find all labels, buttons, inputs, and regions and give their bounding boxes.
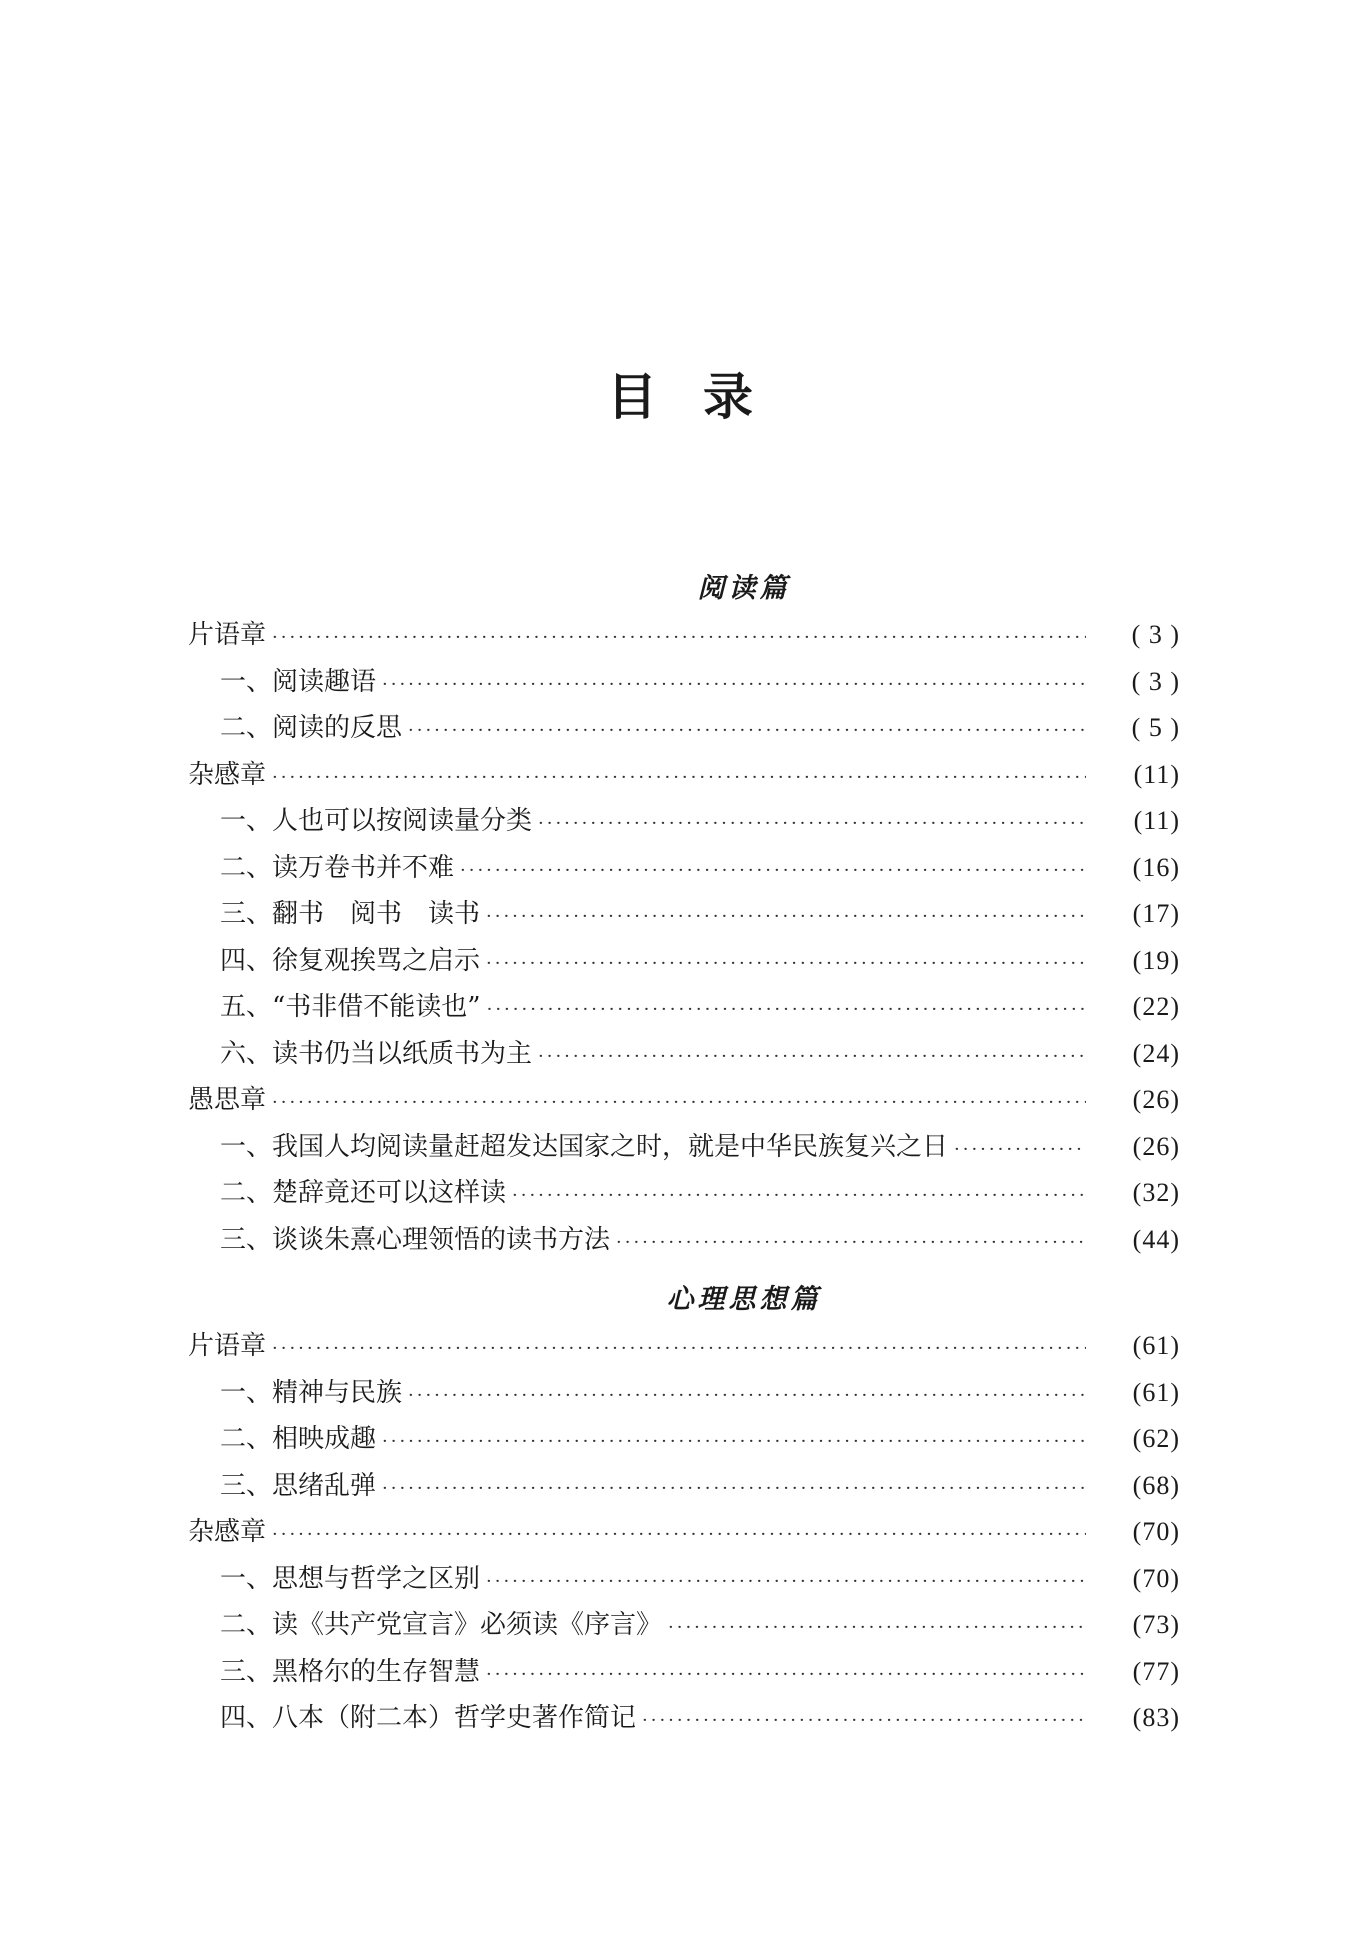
toc-item-row[interactable]	[188, 1556, 1180, 1603]
dot-leader	[460, 848, 1086, 895]
dot-leader	[642, 1698, 1086, 1745]
toc-entry-label: 杂感章	[188, 759, 267, 790]
toc-entry-label: 四、徐复观挨骂之启示	[220, 945, 481, 976]
page-title-char-2: 录	[703, 366, 755, 426]
dot-leader	[272, 1512, 1086, 1559]
toc-entry-label: 二、阅读的反思	[220, 713, 403, 743]
dot-leader	[382, 662, 1086, 709]
toc-entry-label: 四、八本（附二本）哲学史著作简记	[220, 1703, 637, 1733]
dot-leader	[486, 941, 1086, 988]
toc-item-row[interactable]	[188, 659, 1180, 706]
toc-entry-label: 六、读书仍当以纸质书为主	[220, 1038, 533, 1069]
toc-entry-label: 片语章	[188, 620, 267, 650]
dot-leader	[272, 1326, 1086, 1373]
dot-leader	[538, 801, 1086, 848]
toc-chapter-row[interactable]	[188, 612, 1180, 659]
toc-page-number: (70)	[1132, 1563, 1180, 1593]
toc-chapter-row[interactable]	[188, 1509, 1180, 1556]
dot-leader	[382, 1466, 1086, 1513]
toc-chapter-row[interactable]	[188, 752, 1180, 799]
toc-page-number: (44)	[1132, 1224, 1180, 1254]
dot-leader	[487, 987, 1086, 1034]
toc-entry-label: 杂感章	[188, 1517, 267, 1547]
toc-entry-label: 片语章	[188, 1331, 267, 1361]
toc-entry-label: 二、楚辞竟还可以这样读	[220, 1178, 507, 1208]
section-heading: 心理思想篇	[666, 1284, 822, 1315]
toc-page-number: (61)	[1132, 1377, 1180, 1407]
toc-entry-label: 二、相映成趣	[220, 1424, 377, 1454]
toc-page-number: (62)	[1132, 1424, 1180, 1453]
toc-entry-label: 一、人也可以按阅读量分类	[220, 806, 533, 836]
toc-page-number: ( 3 )	[1131, 666, 1180, 696]
toc-page-number: ( 3 )	[1131, 620, 1180, 649]
toc-page-number: (68)	[1132, 1470, 1180, 1500]
toc-item-row[interactable]	[188, 1217, 1180, 1264]
toc-entry-label: 愚思章	[188, 1085, 267, 1115]
toc-page-number: (26)	[1132, 1085, 1180, 1114]
dot-leader	[272, 755, 1086, 802]
toc-entry-label: 三、思绪乱弹	[220, 1470, 377, 1501]
toc-page-number: (11)	[1133, 759, 1180, 789]
toc-item-row[interactable]	[188, 1031, 1180, 1078]
page-title-char-1: 目	[607, 366, 659, 426]
dot-leader	[512, 1173, 1086, 1220]
toc-page-number: ( 5 )	[1131, 713, 1180, 742]
toc-entry-label: 一、思想与哲学之区别	[220, 1563, 481, 1594]
dot-leader	[668, 1605, 1086, 1652]
toc-page-number: (83)	[1132, 1703, 1180, 1732]
toc-entry-label: 三、黑格尔的生存智慧	[220, 1656, 481, 1687]
toc-page-number: (19)	[1132, 945, 1180, 975]
toc-section-reading	[188, 566, 1180, 1263]
toc-entry-label: 一、精神与民族	[220, 1377, 403, 1408]
dot-leader	[954, 1127, 1086, 1174]
toc-entry-label: 二、读《共产党宣言》必须读《序言》	[220, 1610, 663, 1640]
toc-entry-label: 五、“书非借不能读也”	[220, 992, 481, 1022]
toc-page-number: (70)	[1132, 1517, 1180, 1546]
toc-chapter-row[interactable]	[188, 1323, 1180, 1370]
toc-page-number: (73)	[1132, 1610, 1180, 1639]
toc-item-row[interactable]	[188, 984, 1180, 1031]
toc-item-row[interactable]	[188, 1463, 1180, 1510]
dot-leader	[382, 1419, 1086, 1466]
dot-leader	[408, 708, 1086, 755]
dot-leader	[408, 1373, 1086, 1420]
dot-leader	[486, 1652, 1086, 1699]
toc-item-row[interactable]	[188, 1649, 1180, 1696]
toc-page-number: (32)	[1132, 1178, 1180, 1207]
dot-leader	[616, 1220, 1086, 1267]
toc-item-row[interactable]	[188, 938, 1180, 985]
toc-item-row[interactable]	[188, 1124, 1180, 1171]
toc-entry-label: 一、我国人均阅读量赶超发达国家之时，就是中华民族复兴之日	[220, 1131, 949, 1162]
toc-chapter-row[interactable]	[188, 1077, 1180, 1124]
page-title	[0, 366, 1362, 426]
toc-section-psychology	[188, 1277, 1180, 1742]
toc-item-row[interactable]	[188, 1370, 1180, 1417]
toc-page-number: (22)	[1132, 992, 1180, 1021]
dot-leader	[486, 894, 1086, 941]
dot-leader	[272, 615, 1086, 662]
toc-page-number: (16)	[1132, 852, 1180, 882]
toc-page-number: (77)	[1132, 1656, 1180, 1686]
toc-page-number: (24)	[1132, 1038, 1180, 1068]
toc-entry-label: 一、阅读趣语	[220, 666, 377, 697]
toc-page-number: (26)	[1132, 1131, 1180, 1161]
toc-item-row[interactable]	[188, 1695, 1180, 1742]
toc-item-row[interactable]	[188, 705, 1180, 752]
toc-page-number: (17)	[1132, 899, 1180, 928]
toc-entry-label: 三、翻书 阅书 读书	[220, 899, 481, 929]
toc-item-row[interactable]	[188, 845, 1180, 892]
section-heading: 阅读篇	[697, 573, 791, 604]
toc-item-row[interactable]	[188, 891, 1180, 938]
dot-leader	[486, 1559, 1086, 1606]
dot-leader	[272, 1080, 1086, 1127]
toc-page-number: (11)	[1133, 806, 1180, 835]
toc-entry-label: 二、读万卷书并不难	[220, 852, 455, 883]
toc-item-row[interactable]	[188, 1602, 1180, 1649]
toc-page-number: (61)	[1132, 1331, 1180, 1360]
toc-entry-label: 三、谈谈朱熹心理领悟的读书方法	[220, 1224, 611, 1255]
toc-item-row[interactable]	[188, 798, 1180, 845]
dot-leader	[538, 1034, 1086, 1081]
toc-item-row[interactable]	[188, 1416, 1180, 1463]
toc-item-row[interactable]	[188, 1170, 1180, 1217]
